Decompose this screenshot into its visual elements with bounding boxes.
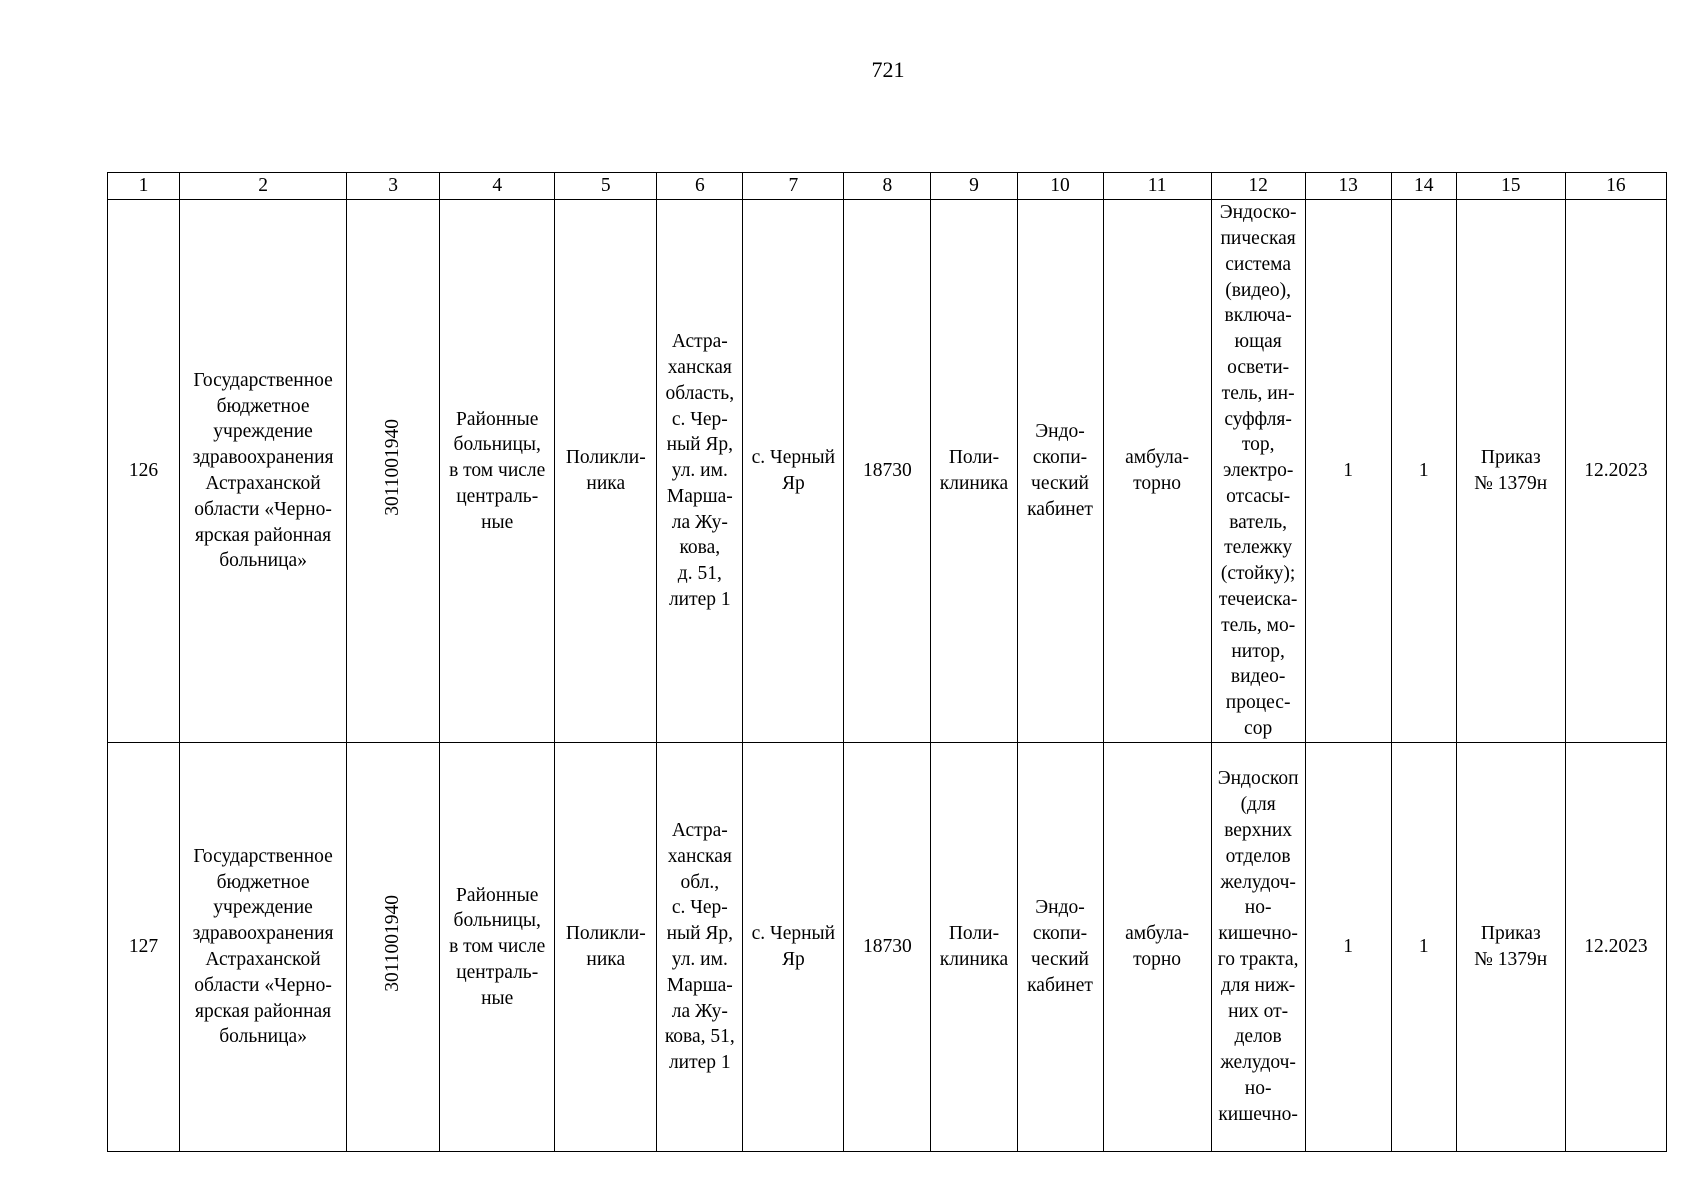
cell-line: кабинет — [1027, 498, 1093, 520]
cell-line: (для — [1240, 794, 1276, 816]
header-cell: 6 — [657, 173, 743, 200]
cell-line: ул. им. — [671, 460, 728, 482]
cell-line: торно — [1133, 473, 1182, 494]
cell-line: ярская районная — [195, 1000, 332, 1022]
cell-line: (стойку); — [1220, 563, 1296, 585]
cell-line: централь- — [456, 485, 539, 507]
header-cell: 3 — [347, 173, 440, 200]
cell-line: Районные — [456, 408, 539, 430]
cell-line: тель, ин- — [1221, 382, 1295, 404]
cell-line: ные — [481, 511, 514, 533]
cell-line: Эндо- — [1035, 897, 1085, 919]
cell-line: Яр — [781, 949, 805, 970]
order-cell — [1456, 743, 1565, 1152]
cell-line: пическая — [1220, 227, 1296, 249]
organization-cell — [180, 743, 347, 1152]
cell-line: кишечно- — [1218, 1103, 1298, 1125]
cell-line: Приказ — [1480, 447, 1541, 469]
header-cell: 16 — [1565, 173, 1666, 200]
cell-line: больницы, — [453, 910, 541, 932]
cell-line: Государственное — [193, 369, 333, 391]
cell-line: кова, — [679, 537, 721, 559]
cell-line: амбула- — [1125, 447, 1190, 469]
cell-line: система — [1225, 253, 1292, 275]
cell-line: больница» — [219, 550, 307, 572]
header-cell: 11 — [1103, 173, 1211, 200]
code-cell — [347, 743, 440, 1152]
cell-line: ный Яр, — [666, 923, 734, 945]
cell-line: Астраханской — [205, 473, 321, 494]
cell-line: с. Чер- — [671, 897, 728, 919]
cell-line: желудоч- — [1220, 1052, 1296, 1074]
cell-line: Районные — [456, 884, 539, 906]
cell-line: течеиска- — [1218, 589, 1298, 611]
cell-line: ханская — [667, 845, 732, 867]
cell-line: ла Жу- — [671, 1000, 728, 1022]
cell-line: скопи- — [1032, 923, 1088, 945]
cell-line: № 1379н — [1474, 473, 1548, 494]
locality-cell — [743, 743, 844, 1152]
cell-line: области «Черно- — [194, 974, 332, 996]
cell-line: включа- — [1224, 305, 1292, 327]
cell-line: (видео), — [1225, 279, 1292, 301]
cell-line: д. 51, — [677, 563, 722, 585]
cell-line: с. Черный — [751, 447, 836, 469]
cell-line: бюджетное — [216, 395, 310, 417]
page-number: 721 — [871, 57, 905, 82]
unit-cell — [931, 743, 1017, 1152]
mode-cell — [1103, 200, 1211, 743]
cell-line: Поли- — [948, 447, 1000, 469]
header-cell: 10 — [1017, 173, 1103, 200]
cell-line: Поли- — [948, 923, 1000, 945]
address-cell — [657, 200, 743, 743]
cell-line: видео- — [1230, 666, 1286, 688]
room-cell — [1017, 200, 1103, 743]
header-cell: 13 — [1305, 173, 1391, 200]
organization-cell — [180, 200, 347, 743]
cell-line: амбула- — [1125, 923, 1190, 945]
org-type-cell — [440, 200, 555, 743]
cell-line: нитор, — [1231, 640, 1285, 662]
cell-line: здравоохранения — [192, 923, 334, 945]
cell-line: кабинет — [1027, 974, 1093, 996]
cell-line: кова, 51, — [664, 1026, 735, 1048]
cell-line: Эндо- — [1035, 421, 1085, 443]
cell-line: желудоч- — [1220, 871, 1296, 893]
header-cell: 8 — [844, 173, 931, 200]
header-cell: 4 — [440, 173, 555, 200]
cell-line: с. Черный — [751, 923, 836, 945]
cell-line: ярская районная — [195, 524, 332, 546]
cell-line: ческий — [1031, 949, 1089, 970]
cell-line: Государственное — [193, 845, 333, 867]
mode-cell — [1103, 743, 1211, 1152]
cell-line: торно — [1133, 949, 1182, 970]
equipment-cell — [1211, 200, 1305, 743]
cell-line: тележку — [1224, 537, 1293, 559]
count-cell: 1 — [1391, 200, 1456, 743]
cell-line: в том числе — [449, 936, 546, 958]
cell-line: в том числе — [449, 460, 546, 482]
count-cell: 1 — [1391, 743, 1456, 1152]
row-number-cell: 126 — [108, 200, 180, 743]
data-table — [107, 172, 1667, 1152]
locality-cell — [743, 200, 844, 743]
header-cell: 14 — [1391, 173, 1456, 200]
cell-line: но- — [1244, 1077, 1272, 1099]
unit-cell — [931, 200, 1017, 743]
cell-line: ханская — [667, 356, 732, 378]
cell-line: Поликли- — [565, 923, 646, 945]
count-cell: 1 — [1305, 200, 1391, 743]
cell-line: здравоохранения — [192, 447, 334, 469]
code-text: 3011001940 — [382, 418, 404, 516]
header-cell: 12 — [1211, 173, 1305, 200]
row-number-cell: 127 — [108, 743, 180, 1152]
cell-line: Астра- — [671, 820, 728, 842]
cell-line: ный Яр, — [666, 434, 734, 456]
cell-line: ника — [586, 949, 626, 970]
cell-line: ные — [481, 987, 514, 1009]
count-cell: 1 — [1305, 743, 1391, 1152]
code-text: 3011001940 — [382, 894, 404, 992]
cell-line: тор, — [1241, 434, 1275, 456]
column-number-row — [108, 173, 1667, 200]
cell-line: скопи- — [1032, 447, 1088, 469]
cell-line: Эндоско- — [1219, 202, 1297, 224]
cell-line: с. Чер- — [671, 408, 728, 430]
header-cell: 5 — [555, 173, 657, 200]
cell-line: кишечно- — [1218, 923, 1298, 945]
cell-line: тель, мо- — [1221, 614, 1296, 636]
cell-line: литер 1 — [668, 1052, 731, 1074]
cell-line: области «Черно- — [194, 498, 332, 520]
cell-line: процес- — [1225, 692, 1291, 714]
cell-line: Эндоскоп — [1217, 768, 1299, 790]
date-cell: 12.2023 — [1565, 743, 1666, 1152]
cell-line: клиника — [939, 949, 1009, 970]
date-cell: 12.2023 — [1565, 200, 1666, 743]
cell-line: ческий — [1031, 473, 1089, 494]
cell-line: Яр — [781, 473, 805, 494]
table-row — [108, 743, 1667, 1152]
cell-line: ул. им. — [671, 949, 728, 970]
cell-line: отделов — [1225, 845, 1291, 867]
header-cell: 15 — [1456, 173, 1565, 200]
cell-line: № 1379н — [1474, 949, 1548, 970]
cell-line: ника — [586, 473, 626, 494]
cell-line: отсасы- — [1226, 485, 1291, 507]
cell-line: область, — [665, 382, 735, 404]
cell-line: ющая — [1234, 331, 1282, 353]
header-cell: 1 — [108, 173, 180, 200]
header-cell: 9 — [931, 173, 1017, 200]
division-cell — [555, 200, 657, 743]
cell-line: ватель, — [1229, 511, 1288, 533]
cell-line: учреждение — [213, 897, 313, 919]
cell-line: го тракта, — [1217, 949, 1299, 970]
cell-line: литер 1 — [668, 589, 731, 611]
cell-line: Астраханской — [205, 949, 321, 970]
org-type-cell — [440, 743, 555, 1152]
address-cell — [657, 743, 743, 1152]
cell-line: верхних — [1224, 820, 1293, 842]
table-row — [108, 200, 1667, 743]
cell-line: клиника — [939, 473, 1009, 494]
header-cell: 7 — [743, 173, 844, 200]
cell-line: Поликли- — [565, 447, 646, 469]
cell-line: Маршa- — [666, 485, 733, 507]
cell-line: делов — [1234, 1026, 1282, 1048]
room-cell — [1017, 743, 1103, 1152]
cell-line: учреждение — [213, 421, 313, 443]
header-cell: 2 — [180, 173, 347, 200]
okato-cell: 18730 — [844, 743, 931, 1152]
cell-line: бюджетное — [216, 871, 310, 893]
cell-line: но- — [1244, 897, 1272, 919]
code-cell — [347, 200, 440, 743]
cell-line: суффля- — [1224, 408, 1292, 430]
cell-line: сор — [1244, 718, 1273, 740]
cell-line: для ниж- — [1220, 974, 1296, 996]
cell-line: больницы, — [453, 434, 541, 456]
cell-line: электро- — [1222, 460, 1294, 482]
cell-line: них от- — [1228, 1000, 1289, 1022]
cell-line: централь- — [456, 961, 539, 983]
cell-line: ла Жу- — [671, 511, 728, 533]
cell-line: Маршa- — [666, 974, 733, 996]
order-cell — [1456, 200, 1565, 743]
equipment-cell — [1211, 743, 1305, 1152]
cell-line: обл., — [680, 871, 720, 893]
cell-line: освети- — [1227, 356, 1290, 378]
cell-line: больница» — [219, 1026, 307, 1048]
cell-line: Астра- — [671, 331, 728, 353]
cell-line: Приказ — [1480, 923, 1541, 945]
okato-cell: 18730 — [844, 200, 931, 743]
division-cell — [555, 743, 657, 1152]
